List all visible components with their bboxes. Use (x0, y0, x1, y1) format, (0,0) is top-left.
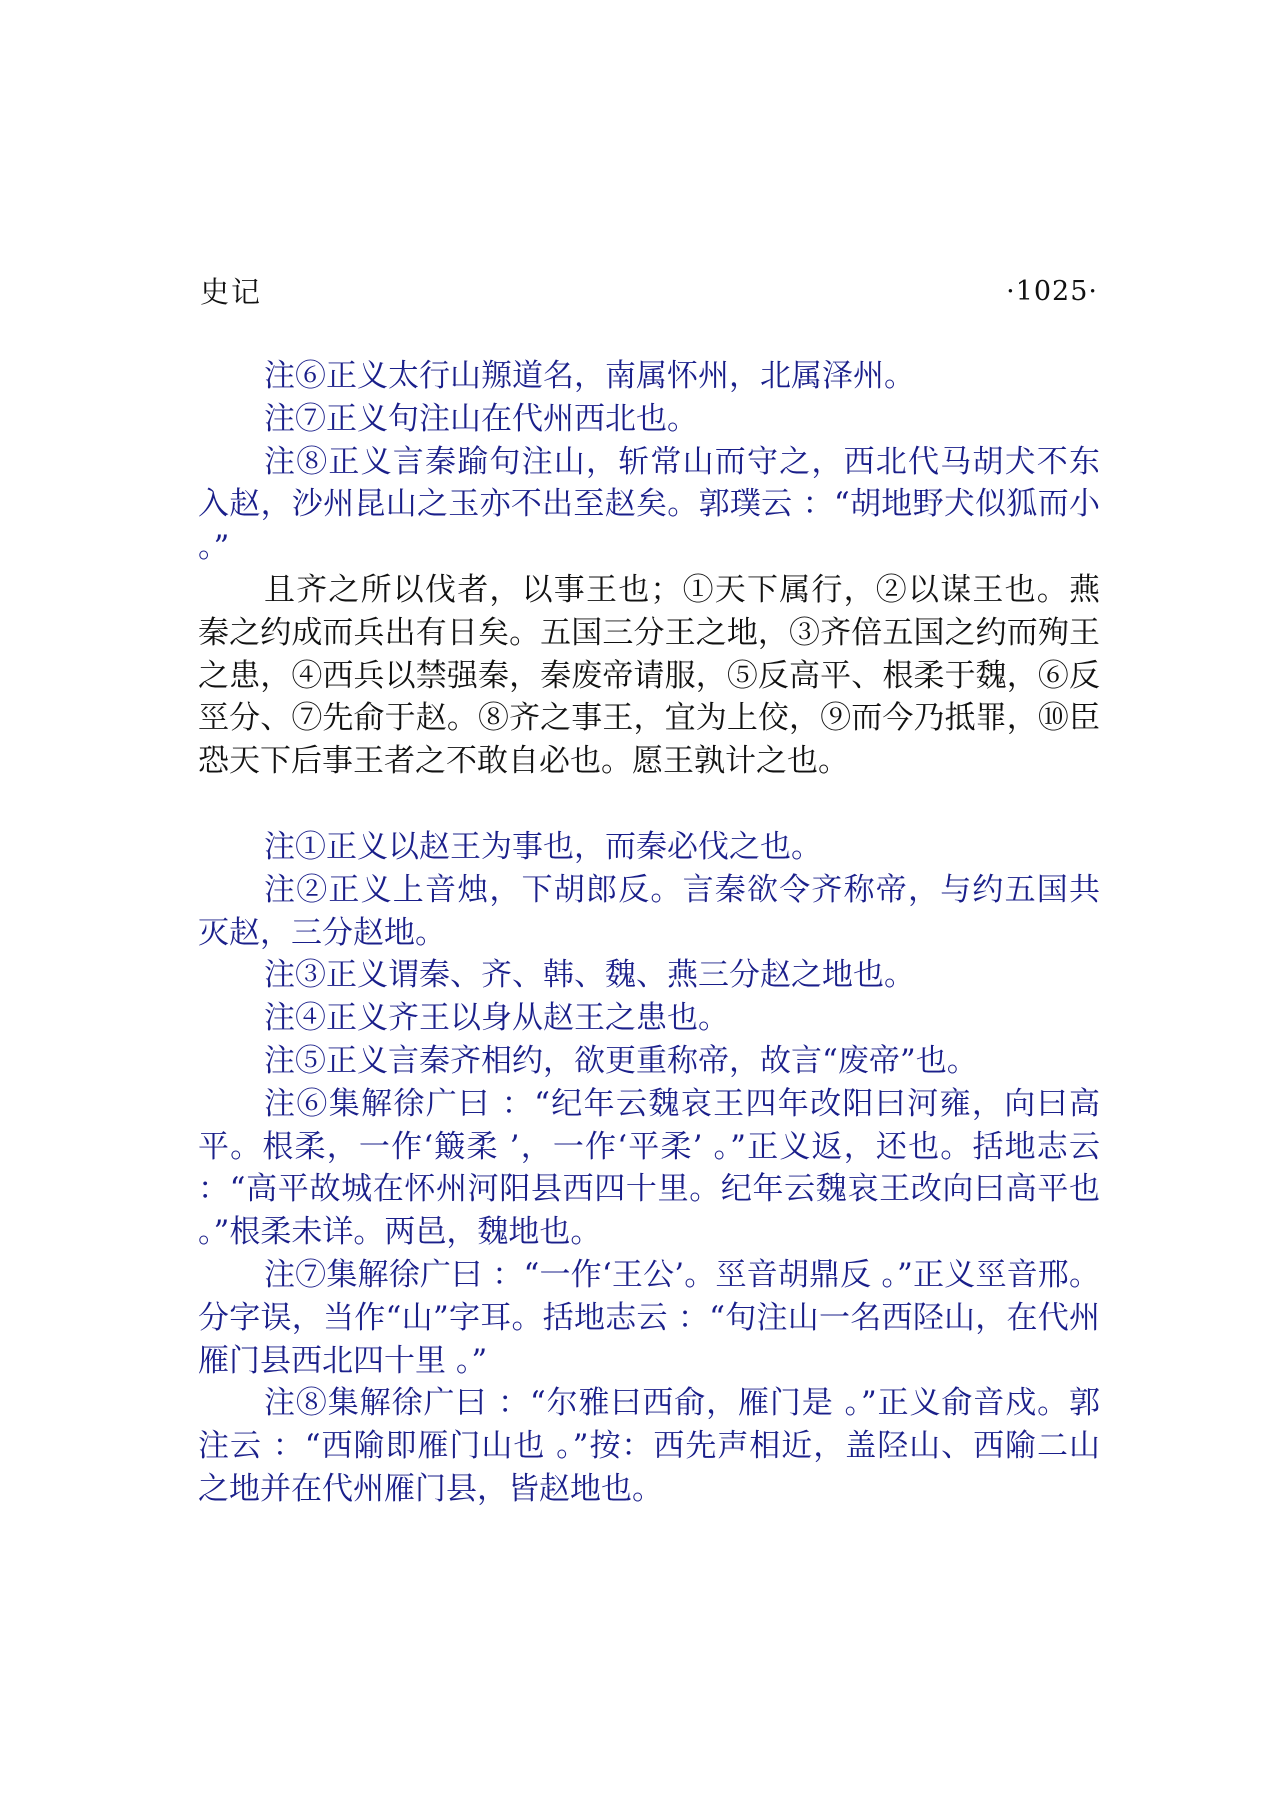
note-paragraph: 注⑥正义太行山羱道名，南属怀州，北属泽州。 (264, 358, 915, 394)
note-paragraph: 注⑦正义句注山在代州西北也。 (264, 400, 698, 437)
paragraph-spacer (198, 783, 1100, 826)
note-paragraph: 注②正义上音烛，下胡郎反。言秦欲令齐称帝，与约五国共灭赵，三分赵地。 (198, 871, 1100, 951)
note-paragraph: 注④正义齐王以身从赵王之患也。 (264, 1000, 729, 1037)
page-body (198, 355, 1100, 1511)
note-paragraph: 注①正义以赵王为事也，而秦必伐之也。 (264, 828, 822, 865)
page-number: ·1025· (1006, 276, 1098, 307)
note-paragraph: 注⑧集解徐广曰 ：“尔雅曰西俞，雁门是 。”正义俞音戍。郭注云 ：“西隃即雁门山也 。”按：西先声相近，盖陉山、西隃二山之地并在代州雁门县，皆赵地也。 (198, 1385, 1100, 1507)
running-title: 史记 (200, 275, 263, 309)
note-paragraph: 注⑤正义言秦齐相约，欲更重称帝，故言“废帝”也。 (264, 1042, 978, 1079)
main-text-paragraph: 且齐之所以伐者，以事王也；①天下属行，②以谋王也。燕秦之约成而兵出有日矣。五国三分王之地，③齐倍五国之约而殉王之患，④西兵以禁强秦，秦废帝请服，⑤反高平、根柔于魏，⑥反巠分、⑦先俞于赵。⑧齐之事王，宜为上佼，⑨而今乃抵罪，⑩臣恐天下后事王者之不敢自必也。愿王孰计之也。 (198, 571, 1100, 780)
note-paragraph: 注⑦集解徐广曰 ：“一作‘王公’。巠音胡鼎反 。”正义巠音邢。分字误，当作“山”字耳。括地志云 ：“句注山一名西陉山，在代州雁门县西北四十里 。” (198, 1256, 1100, 1379)
note-paragraph: 注⑧正义言秦踰句注山，斩常山而守之，西北代马胡犬不东入赵，沙州昆山之玉亦不出至赵矣。郭璞云 ：“胡地野犬似狐而小 。” (198, 443, 1100, 566)
note-paragraph: 注⑥集解徐广曰 ：“纪年云魏哀王四年改阳曰河雍，向曰高平。根柔，一作‘簸柔 ’，一作‘平柔’ 。”正义返，还也。括地志云 ：“高平故城在怀州河阳县西四十里。纪年云魏哀王改向曰高平也 。”根柔未详。两邑，魏地也。 (198, 1085, 1100, 1251)
note-paragraph: 注③正义谓秦、齐、韩、魏、燕三分赵之地也。 (264, 957, 915, 994)
page-header (200, 272, 1098, 312)
